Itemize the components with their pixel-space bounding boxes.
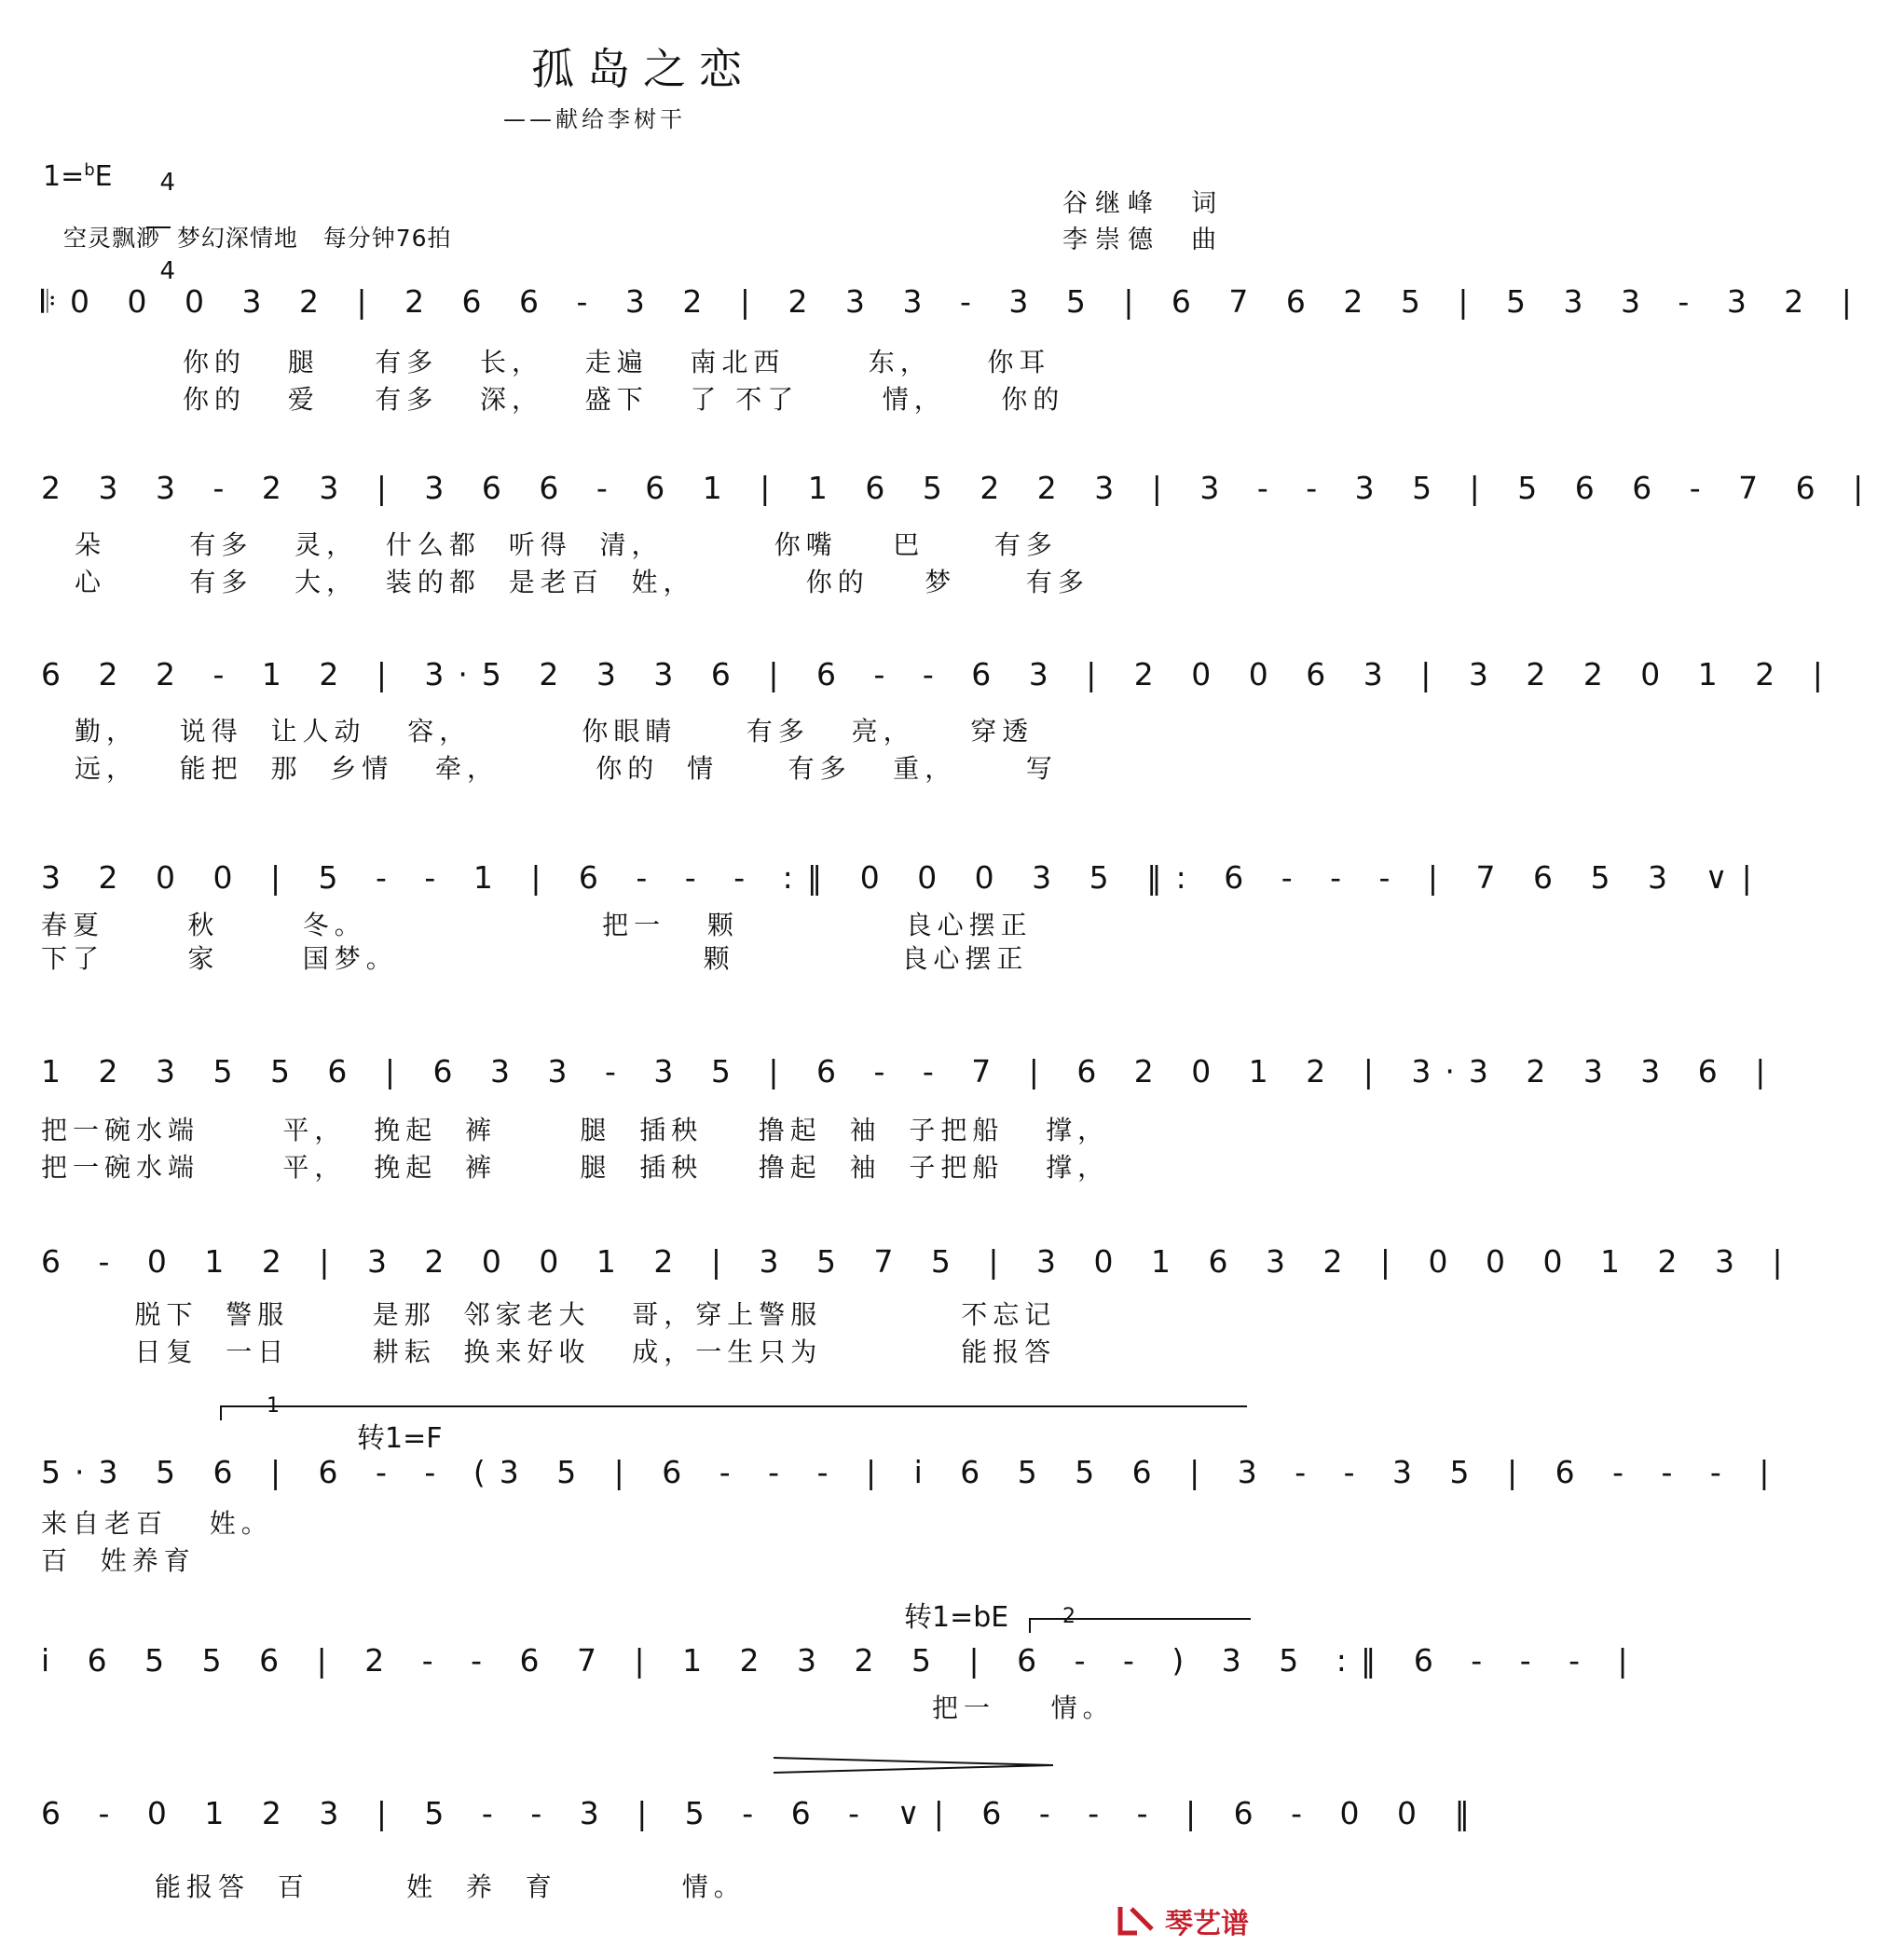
notation-row-8: i 6 5 5 6 | 2 - - 6 7 | 1 2 3 2 5 | 6 - - ) 3 5 :‖ 6 - - - | — [41, 1642, 1642, 1679]
diminuendo-hairpin — [774, 1754, 1053, 1782]
lyrics-row-6-verse-1: 脱下 警服 是那 邻家老大 哥，穿上警服 不忘记 — [65, 1299, 1057, 1330]
notation-row-1: 𝄆0 0 0 3 2 | 2 6 6 - 3 2 | 2 3 3 - 3 5 | 6 7 6 2 5 | 5 3 3 - 3 2 | — [41, 283, 1866, 320]
notation-row-2: 2 3 3 - 2 3 | 3 6 6 - 6 1 | 1 6 5 2 2 3 | 3 - - 3 5 | 5 6 6 - 7 6 | — [41, 470, 1877, 506]
notation-row-5: 1 2 3 5 5 6 | 6 3 3 - 3 5 | 6 - - 7 | 6 2 0 1 2 | 3·3 2 3 3 6 | — [41, 1053, 1780, 1090]
volta-number-1: 1 — [267, 1394, 280, 1418]
lyrics-row-5-verse-2: 把一碗水端 平， 挽起 裤 腿 插秧 撸起 袖 子把船 撑， — [41, 1152, 1110, 1183]
lyrics-row-6-verse-2: 日复 一日 耕耘 换来好收 成，一生只为 能报答 — [65, 1336, 1057, 1367]
lyricist-credit: 谷继峰 词 — [1062, 189, 1225, 218]
notation-row-3: 6 2 2 - 1 2 | 3·5 2 3 3 6 | 6 - - 6 3 | 2 0 0 6 3 | 3 2 2 0 1 2 | — [41, 656, 1837, 692]
lyrics-row-5-verse-1: 把一碗水端 平， 挽起 裤 腿 插秧 撸起 袖 子把船 撑， — [41, 1115, 1110, 1145]
time-signature-top: 4 — [159, 169, 176, 197]
qinyipu-logo-icon — [1115, 1903, 1158, 1939]
lyrics-row-4-verse-2: 下了 家 国梦。 颗 良心摆正 — [41, 943, 1029, 974]
notation-row-9: 6 - 0 1 2 3 | 5 - - 3 | 5 - 6 - ∨| 6 - - - | 6 - 0 0 ‖ — [41, 1795, 1484, 1831]
composer-credit: 李崇德 曲 — [1062, 226, 1225, 254]
lyrics-row-1-verse-1: 你的 腿 有多 长， 走遍 南北西 东， 你耳 — [183, 347, 1051, 377]
lyrics-row-3-verse-1: 勤， 说得 让人动 容， 你眼睛 有多 亮， 穿透 — [75, 716, 1034, 747]
key-flat: b — [84, 160, 95, 180]
page-title: 孤岛之恋 — [531, 44, 755, 94]
volta-number-2: 2 — [1062, 1605, 1076, 1628]
lyrics-row-2-verse-1: 朵 有多 灵， 什么都 听得 清， 你嘴 巴 有多 — [75, 529, 1058, 560]
modulation-to-eb: 转1=bE — [904, 1601, 1009, 1634]
lyrics-row-2-verse-2: 心 有多 大， 装的都 是老百 姓， 你的 梦 有多 — [75, 567, 1089, 597]
qinyipu-logo — [1115, 1900, 1249, 1941]
time-signature — [144, 140, 176, 286]
time-signature-bottom: 4 — [159, 257, 176, 285]
notation-row-7: 5·3 5 6 | 6 - - (3 5 | 6 - - - | i 6 5 5 6 | 3 - - 3 5 | 6 - - - | — [41, 1454, 1784, 1490]
key-prefix: 1= — [43, 160, 85, 193]
dedication-subtitle: ——献给李树干 — [503, 106, 686, 132]
notation-row-6: 6 - 0 1 2 | 3 2 0 0 1 2 | 3 5 7 5 | 3 0 1 6 3 2 | 0 0 0 1 2 3 | — [41, 1243, 1797, 1280]
lyrics-row-9-verse-1: 能报答 百 姓 养 育 情。 — [155, 1871, 746, 1902]
key-note: E — [94, 160, 113, 193]
notation-row-4: 3 2 0 0 | 5 - - 1 | 6 - - - :‖ 0 0 0 3 5 ‖: 6 - - - | 7 6 5 3 ∨| — [41, 859, 1766, 896]
modulation-to-f: 转1=F — [357, 1422, 443, 1455]
qinyipu-logo-text: 琴艺谱 — [1165, 1908, 1249, 1940]
lyrics-row-4-verse-1: 春夏 秋 冬。 把一 颗 良心摆正 — [41, 910, 1033, 940]
lyrics-row-7-verse-1: 来自老百 姓。 — [41, 1508, 273, 1539]
tempo-marking: 空灵飘渺 梦幻深情地 每分钟76拍 — [63, 225, 452, 252]
key-signature — [43, 160, 113, 193]
lyrics-row-7-verse-2: 百 姓养育 — [41, 1545, 196, 1576]
lyrics-row-1-verse-2: 你的 爱 有多 深， 盛下 了 不了 情， 你的 — [183, 384, 1065, 415]
lyrics-row-8-verse-1: 把一 情。 — [932, 1693, 1115, 1723]
lyrics-row-3-verse-2: 远， 能把 那 乡情 牵， 你的 情 有多 重， 写 — [75, 753, 1058, 784]
